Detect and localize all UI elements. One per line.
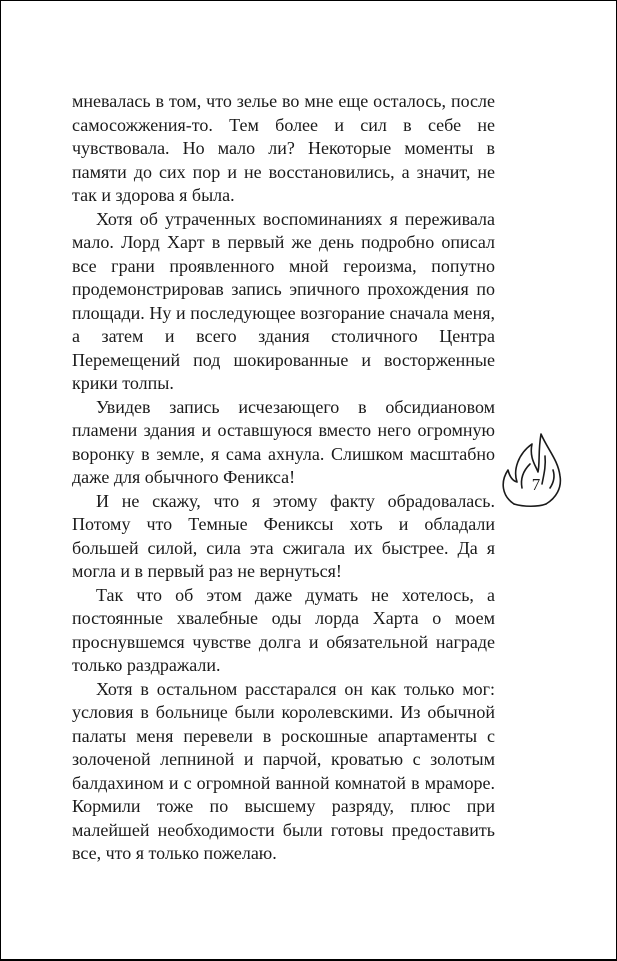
- body-text: [72, 90, 495, 866]
- paragraph: Увидев запись исчезающего в обсидиановом пламени здания и оставшуюся вместо него огромную воронку в земле, я сама ахнула. Слишком масштабно даже для обычного Феникса!: [72, 396, 495, 487]
- paragraph: Хотя в остальном расстарался он как только мог: условия в больнице были королевскими. Из обычной палаты меня перевели в роскошные апартаменты с золоченой лепниной и парчой, кроватью с золотым балдахином и с огромной ванной комнатой в мраморе. Кормили тоже по высшему разряду, плюс при малейшей необходимости были готовы предоставить все, что я только пожелаю.: [72, 678, 495, 863]
- paragraph: мневалась в том, что зелье во мне еще осталось, после самосожжения-то. Тем более и сил в себе не чувствовала. Но мало ли? Некоторые моменты в памяти до сих пор и не восстановились, а значит, не так и здорова я была.: [72, 91, 495, 205]
- flame-icon: [498, 426, 570, 508]
- paragraph: Хотя об утраченных воспоминаниях я переживала мало. Лорд Харт в первый же день подробно описал все грани проявленного мной героизма, попутно продемонстрировав запись эпичного прохождения по площади. Ну и последующее возгорание сначала меня, а затем и всего здания столичного Центра Перемещений под шокированные и восторженные крики толпы.: [72, 208, 495, 393]
- paragraph: И не скажу, что я этому факту обрадовалась. Потому что Темные Фениксы хоть и обладали большей силой, сила эта сжигала их быстрее. Да я могла и в первый раз не вернуться!: [72, 490, 495, 581]
- folio: [498, 426, 570, 508]
- page-number: 7: [531, 475, 541, 494]
- paragraph: Так что об этом даже думать не хотелось, а постоянные хвалебные оды лорда Харта о моем проснувшемся чувстве долга и обязательной награде только раздражали.: [72, 584, 495, 675]
